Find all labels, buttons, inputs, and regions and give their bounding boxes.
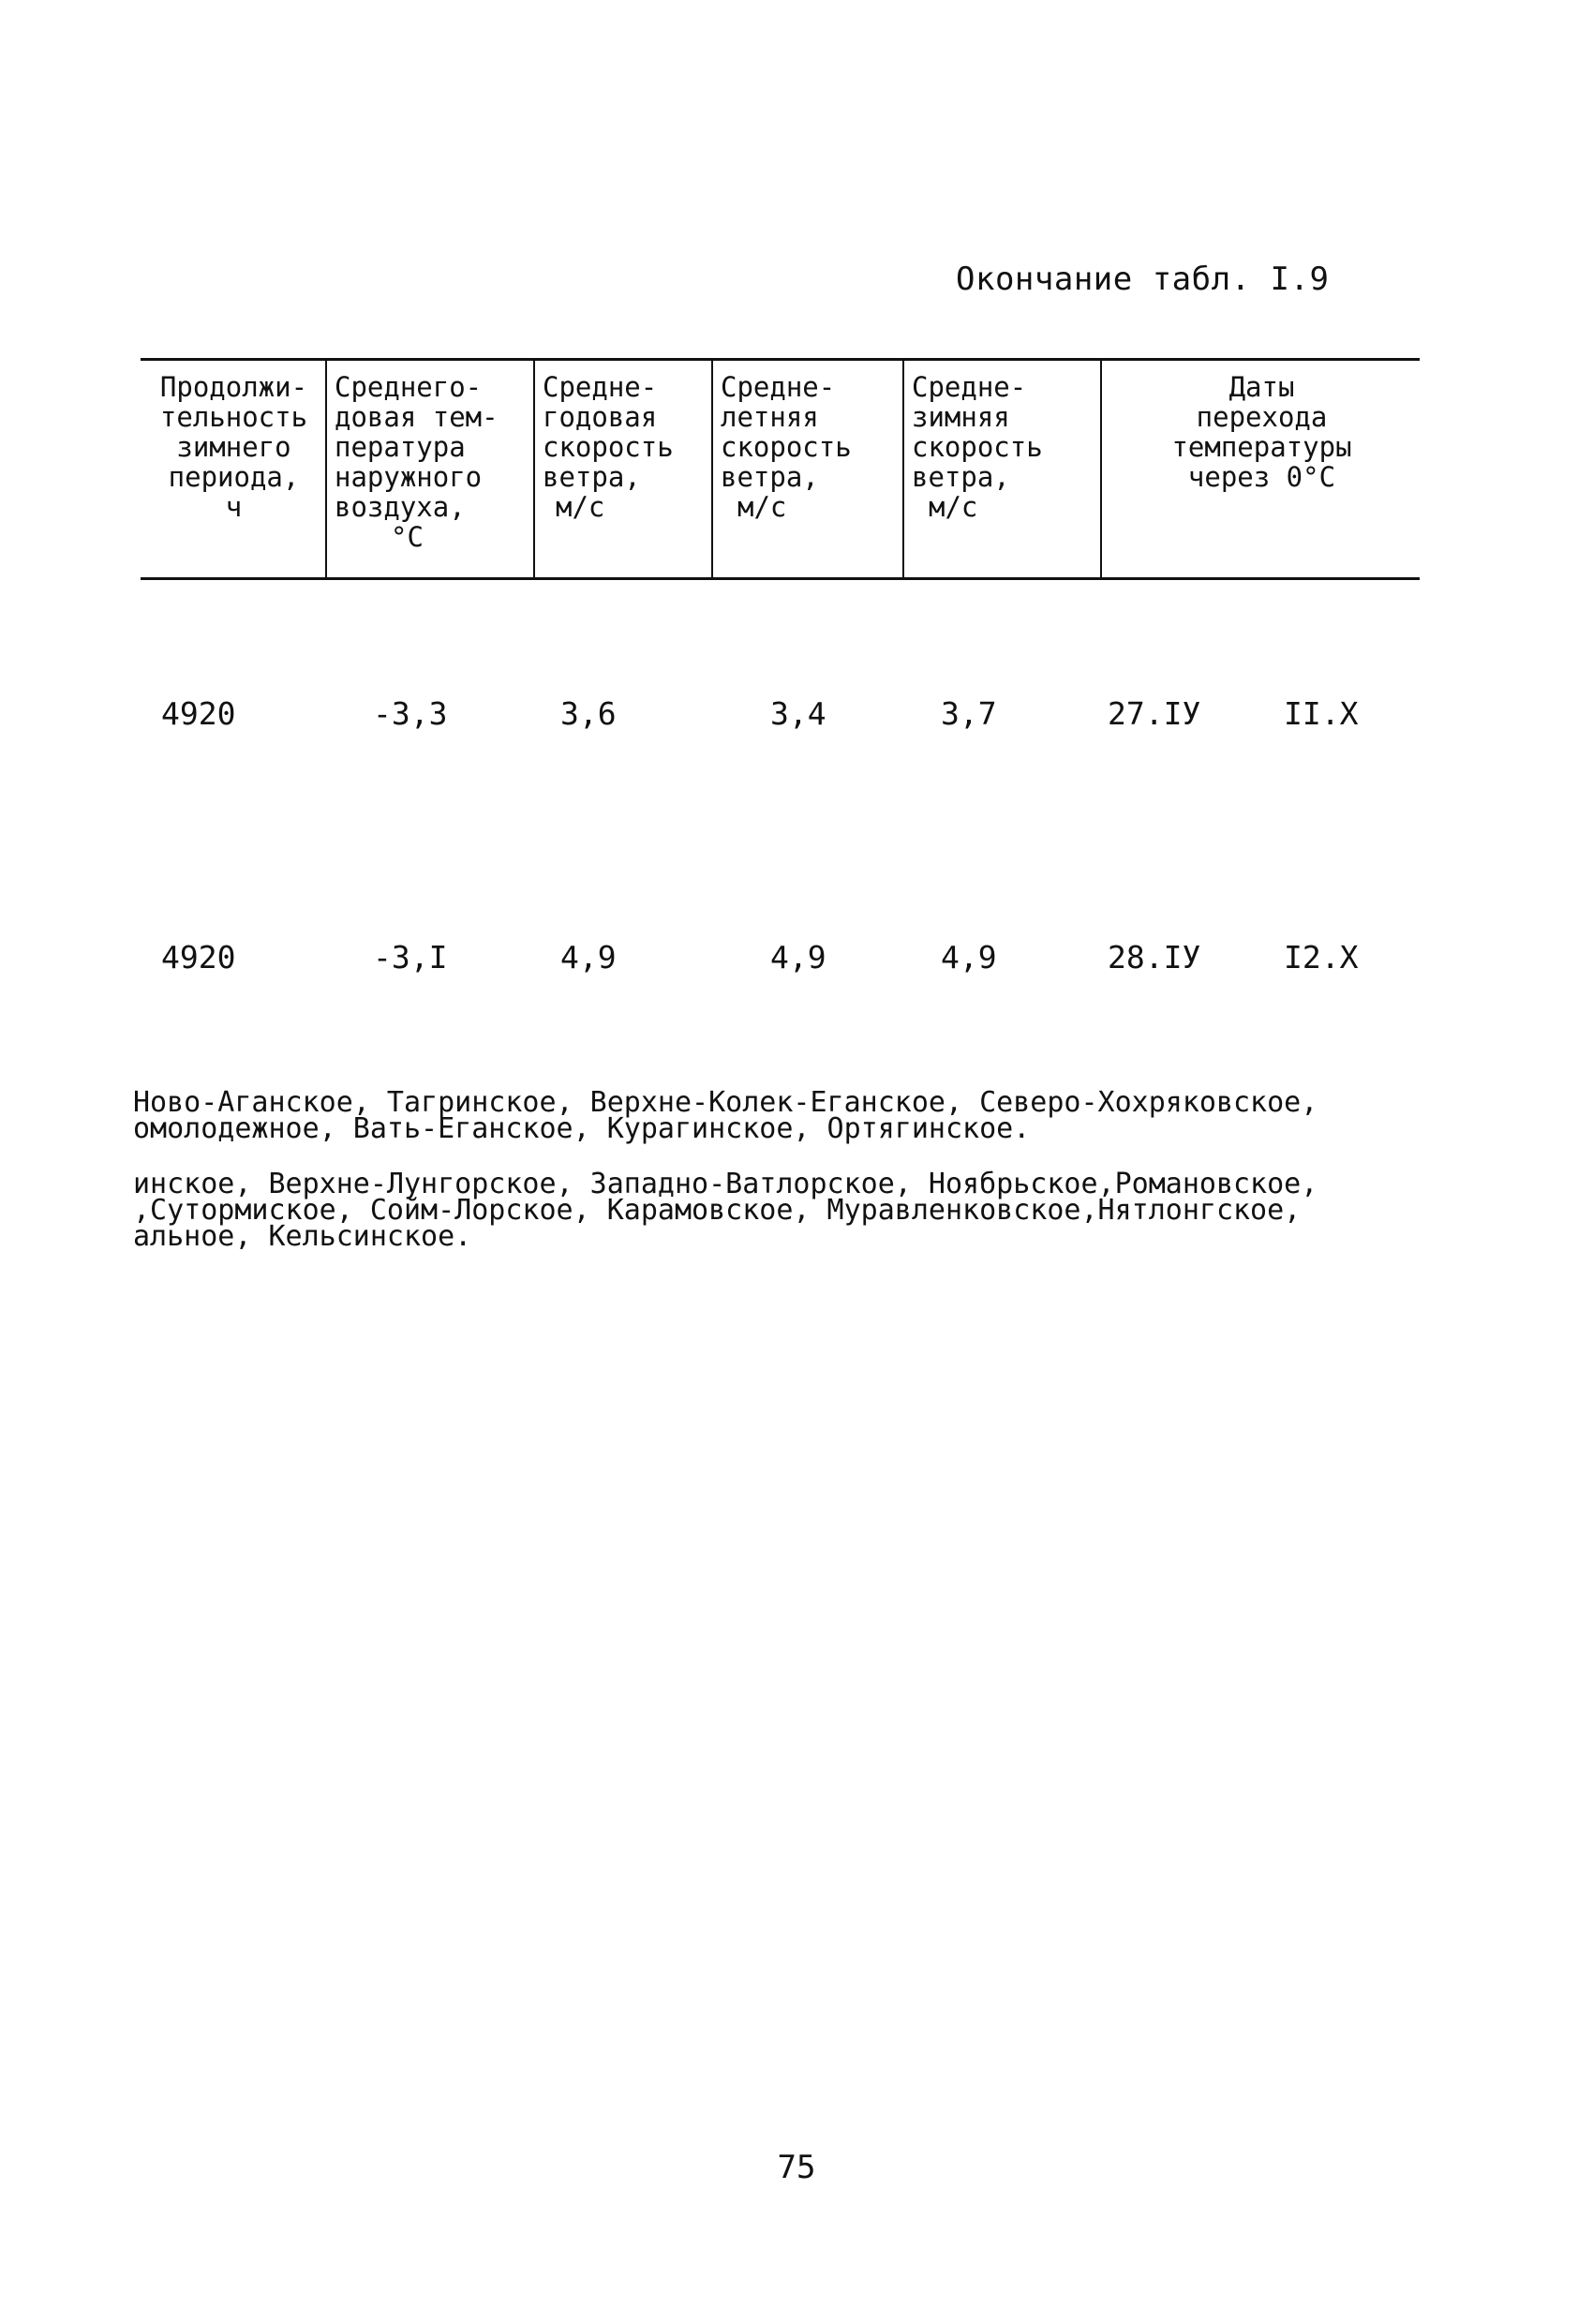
cell-summer-wind: 3,4	[770, 695, 826, 732]
table-caption: Окончание табл. I.9	[956, 261, 1330, 298]
cell-avg-temp: -3,I	[373, 939, 448, 976]
header-winter-wind: Средне- зимняя скорость ветра, м/с	[902, 361, 1100, 577]
table-header-rule	[141, 577, 1420, 580]
cell-summer-wind: 4,9	[770, 939, 826, 976]
cell-annual-wind: 4,9	[560, 939, 617, 976]
footnote-2: инское, Верхне-Лунгорское, Западно-Ватлорское, Ноябрьское,Романовское, ,Сутормиское, Сойм-Лорское, Карамовское, Муравленковское,Нятлонгское, альное, Кельсинское.	[133, 1168, 1318, 1253]
header-duration: Продолжи- тельность зимнего периода, ч	[159, 371, 308, 523]
cell-date-autumn: I2.X	[1284, 939, 1359, 976]
header-avg-temperature: Среднего- довая тем- пература наружного воздуха, °С	[325, 361, 533, 577]
footnote-1: Ново-Аганское, Тагринское, Верхне-Колек-Еганское, Северо-Хохряковское, омолодежное, Вать-Еганское, Курагинское, Ортягинское.	[133, 1086, 1318, 1145]
cell-date-autumn: II.X	[1284, 695, 1359, 732]
header-summer-wind: Средне- летняя скорость ветра, м/с	[711, 361, 902, 577]
cell-winter-wind: 3,7	[941, 695, 997, 732]
cell-duration: 4920	[161, 695, 236, 732]
cell-date-spring: 28.IУ	[1108, 939, 1201, 976]
cell-avg-temp: -3,3	[373, 695, 448, 732]
header-transition-dates: Даты перехода температуры через 0°С	[1100, 361, 1420, 577]
header-annual-wind: Средне- годовая скорость ветра, м/с	[533, 361, 711, 577]
cell-date-spring: 27.IУ	[1108, 695, 1201, 732]
cell-duration: 4920	[161, 939, 236, 976]
page-number: 75	[777, 2149, 816, 2186]
cell-annual-wind: 3,6	[560, 695, 617, 732]
cell-winter-wind: 4,9	[941, 939, 997, 976]
